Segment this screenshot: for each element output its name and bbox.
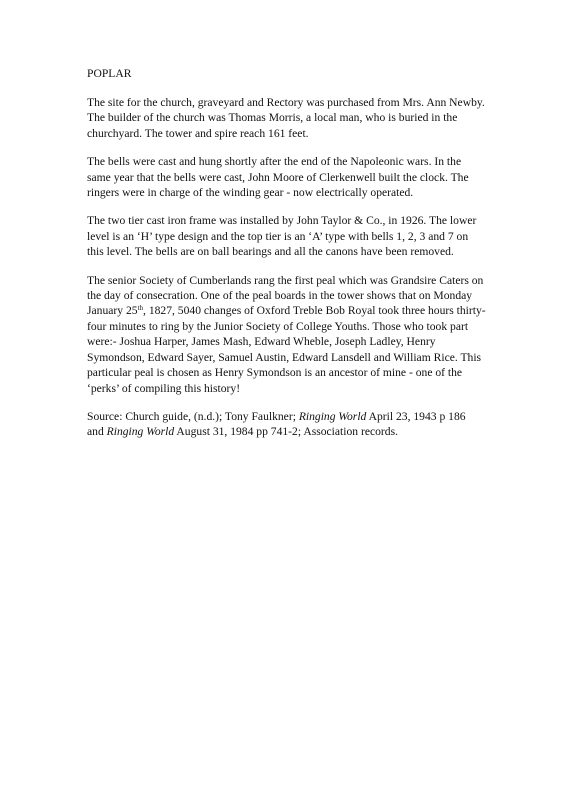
source-citation: [87, 409, 507, 440]
date-text: January 25: [87, 304, 138, 318]
source-text: April 23, 1943 p 186: [366, 409, 466, 423]
publication-title: Ringing World: [298, 409, 367, 423]
text-line: [87, 424, 507, 439]
text-line: The site for the church, graveyard and Rectory was purchased from Mrs. Ann Newby.: [87, 96, 485, 109]
text-line: Symondson, Edward Sayer, Samuel Austin, Edward Lansdell and William Rice. This: [87, 350, 482, 364]
text-line: this level. The bells are on ball bearings and all the canons have been removed.: [87, 245, 454, 259]
ordinal-suffix: th: [137, 304, 144, 313]
text-line: [87, 303, 507, 318]
paragraph-first-peal: [87, 273, 507, 396]
text-line: ringers were in charge of the winding gear - now electrically operated.: [87, 186, 414, 200]
publication-title: Ringing World: [106, 425, 175, 439]
document-page: [87, 66, 507, 453]
text-line: The bells were cast and hung shortly after the end of the Napoleonic wars. In the: [87, 155, 462, 169]
text-line: four minutes to ring by the Junior Society of College Youths. Those who took part: [87, 319, 469, 333]
paragraph-site: [87, 95, 507, 141]
paragraph-bells: [87, 154, 507, 200]
peal-text: , 1827, 5040 changes of Oxford Treble Bob Royal took three hours thirty-: [143, 304, 486, 318]
source-text: Source: Church guide, (n.d.); Tony Faulkner;: [87, 409, 299, 423]
text-line: were:- Joshua Harper, James Mash, Edward Wheble, Joseph Ladley, Henry: [87, 335, 436, 349]
paragraph-frame: [87, 213, 507, 259]
text-line: The builder of the church was Thomas Morris, a local man, who is buried in the: [87, 111, 458, 125]
page-title: POPLAR: [87, 67, 132, 80]
source-text: and: [87, 425, 107, 439]
text-line: [87, 409, 507, 424]
source-text: August 31, 1984 pp 741-2; Association records.: [174, 425, 398, 439]
text-line: The two tier cast iron frame was installed by John Taylor & Co., in 1926. The lower: [87, 214, 477, 228]
text-line: the day of consecration. One of the peal boards in the tower shows that on Monday: [87, 289, 473, 303]
text-line: same year that the bells were cast, John Moore of Clerkenwell built the clock. The: [87, 170, 469, 184]
text-line: particular peal is chosen as Henry Symondson is an ancestor of mine - one of the: [87, 366, 463, 380]
text-line: The senior Society of Cumberlands rang the first peal which was Grandsire Caters on: [87, 273, 484, 287]
text-line: ‘perks’ of compiling this history!: [87, 381, 241, 395]
text-line: level is an ‘H’ type design and the top tier is an ‘A’ type with bells 1, 2, 3 and 7 on: [87, 229, 469, 243]
text-line: churchyard. The tower and spire reach 161 feet.: [87, 126, 309, 140]
